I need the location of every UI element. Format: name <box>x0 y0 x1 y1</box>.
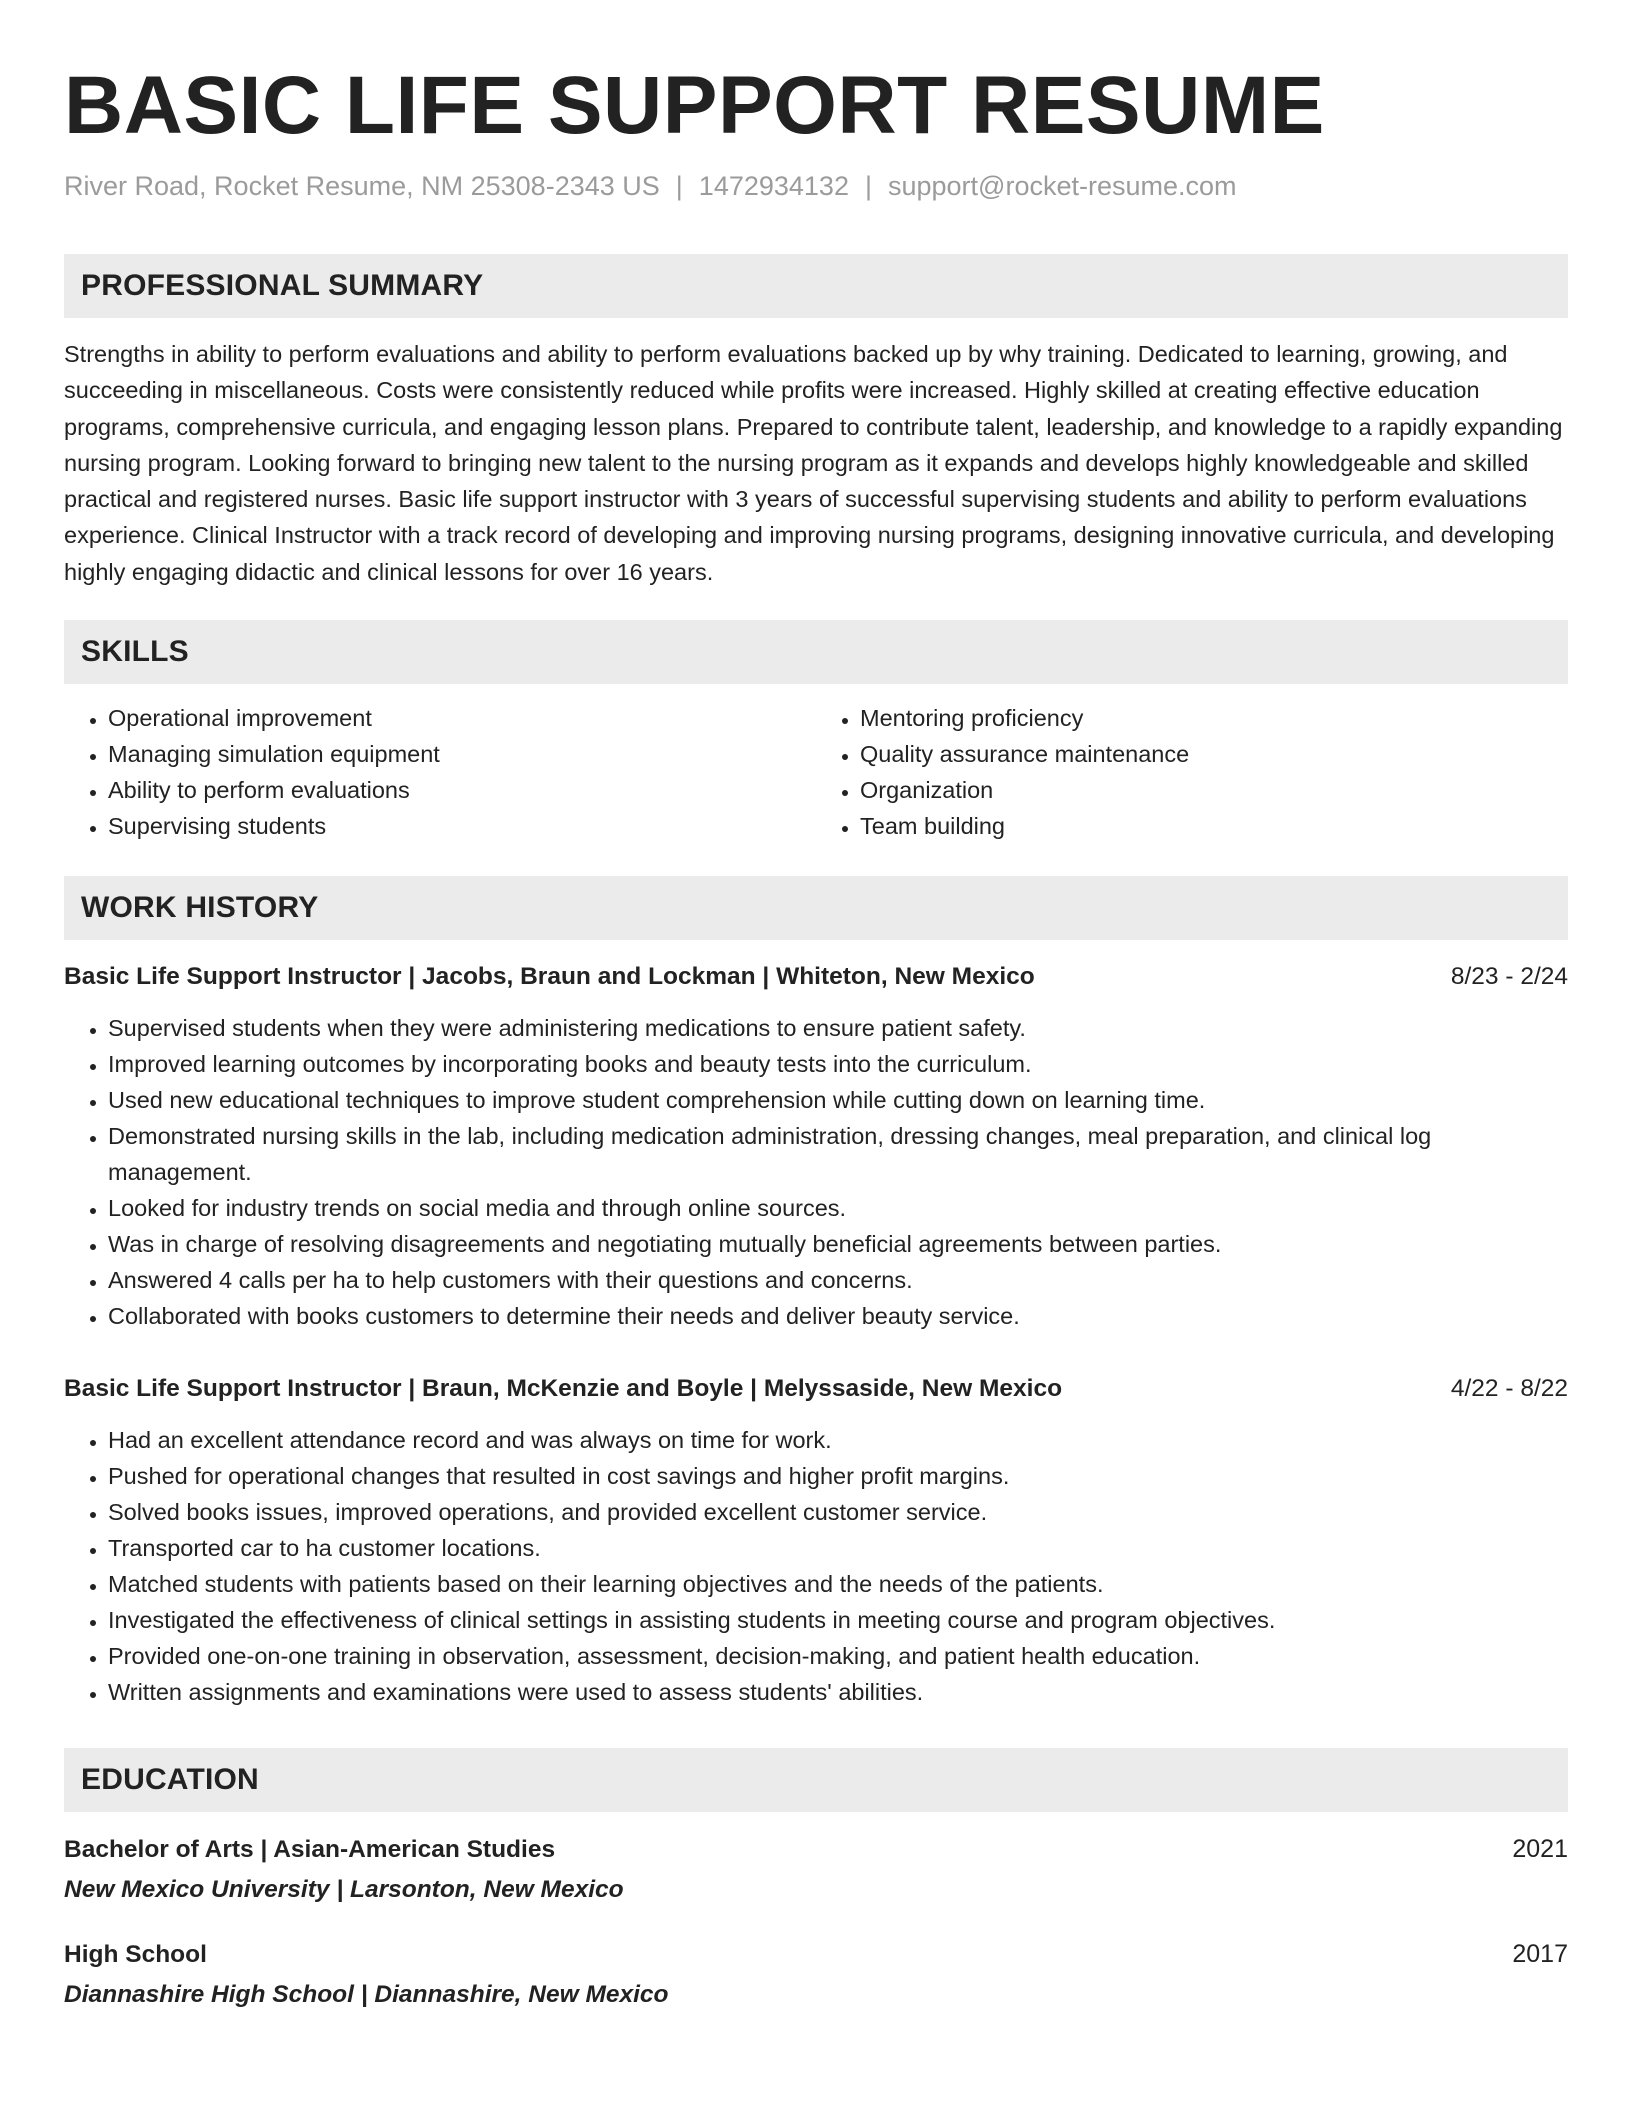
job-bullet: • Answered 4 calls per ha to help customers with their questions and concerns. <box>108 1262 1568 1298</box>
skills-column-right <box>816 700 1568 844</box>
skill-item: • Operational improvement <box>108 700 816 736</box>
job-bullet: • Written assignments and examinations were used to assess students' abilities. <box>108 1674 1568 1710</box>
job-bullet: • Pushed for operational changes that resulted in cost savings and higher profit margins. <box>108 1458 1568 1494</box>
skill-item: • Team building <box>860 808 1568 844</box>
education-entry <box>64 1832 1568 1907</box>
contact-line <box>64 168 1568 204</box>
job-bullet: • Looked for industry trends on social media and through online sources. <box>108 1190 1568 1226</box>
job-bullet: • Matched students with patients based on their learning objectives and the needs of the patients. <box>108 1566 1568 1602</box>
job-bullet: • Transported car to ha customer locations. <box>108 1530 1568 1566</box>
job-dates: 4/22 - 8/22 <box>1450 1375 1568 1403</box>
education-header <box>64 1832 1568 1867</box>
summary-text: Strengths in ability to perform evaluations and ability to perform evaluations backed up by why training. Dedicated to learning, growing, and succeeding in miscellaneous. Costs were consistently reduced while profits were increased. Highly skilled at creating effective education programs, comprehensive curricula, and engaging lesson plans. Prepared to contribute talent, leadership, and knowledge to a rapidly expanding nursing program. Looking forward to bringing new talent to the nursing program as it expands and develops highly knowledgeable and skilled practical and registered nurses. Basic life support instructor with 3 years of successful supervising students and ability to perform evaluations experience. Clinical Instructor with a track record of developing and improving nursing programs, designing innovative curricula, and developing highly engaging didactic and clinical lessons for over 16 years. <box>64 341 1563 585</box>
skill-item: • Ability to perform evaluations <box>108 772 816 808</box>
contact-address: River Road, Rocket Resume, NM 25308-2343 US <box>64 171 660 201</box>
education-degree: High School <box>64 1941 207 1969</box>
contact-separator: | <box>864 171 872 201</box>
contact-email: support@rocket-resume.com <box>887 171 1237 201</box>
contact-separator: | <box>675 171 683 201</box>
education-year: 2017 <box>1512 1940 1568 1969</box>
job-bullet: • Provided one-on-one training in observation, assessment, decision-making, and patient health education. <box>108 1638 1568 1674</box>
job-bullet: • Used new educational techniques to improve student comprehension while cutting down on learning time. <box>108 1082 1568 1118</box>
job-bullet: • Investigated the effectiveness of clinical settings in assisting students in meeting course and program objectives. <box>108 1602 1568 1638</box>
job-title: Basic Life Support Instructor | Jacobs, Braun and Lockman | Whiteton, New Mexico <box>64 963 1035 991</box>
job-bullets <box>64 1422 1568 1710</box>
section-heading-work: WORK HISTORY <box>64 876 1568 940</box>
skill-item: • Organization <box>860 772 1568 808</box>
education-school: New Mexico University | Larsonton, New Mexico <box>64 1876 624 1904</box>
job-bullet: • Collaborated with books customers to determine their needs and deliver beauty service. <box>108 1298 1568 1334</box>
job-header <box>64 960 1568 994</box>
skills-list <box>64 700 1568 844</box>
skill-item: • Supervising students <box>108 808 816 844</box>
section-heading-summary: PROFESSIONAL SUMMARY <box>64 254 1568 318</box>
skill-item: • Quality assurance maintenance <box>860 736 1568 772</box>
education-school: Diannashire High School | Diannashire, New Mexico <box>64 1981 669 2009</box>
job-bullet: • Demonstrated nursing skills in the lab, including medication administration, dressing changes, meal preparation, and clinical log management. <box>108 1118 1568 1190</box>
job-bullet: • Supervised students when they were administering medications to ensure patient safety. <box>108 1010 1568 1046</box>
job-entry <box>64 1372 1568 1710</box>
job-bullet: • Solved books issues, improved operations, and provided excellent customer service. <box>108 1494 1568 1530</box>
job-entry <box>64 960 1568 1334</box>
job-bullet: • Was in charge of resolving disagreements and negotiating mutually beneficial agreements between parties. <box>108 1226 1568 1262</box>
job-bullet: • Improved learning outcomes by incorporating books and beauty tests into the curriculum. <box>108 1046 1568 1082</box>
education-year: 2021 <box>1512 1835 1568 1864</box>
education-degree: Bachelor of Arts | Asian-American Studies <box>64 1836 556 1864</box>
education-entry <box>64 1937 1568 2012</box>
skill-item: • Managing simulation equipment <box>108 736 816 772</box>
job-dates: 8/23 - 2/24 <box>1450 963 1568 991</box>
contact-phone: 1472934132 <box>698 171 849 201</box>
skill-item: • Mentoring proficiency <box>860 700 1568 736</box>
skills-column-left <box>64 700 816 844</box>
job-bullets <box>64 1010 1568 1334</box>
section-heading-skills: SKILLS <box>64 620 1568 684</box>
section-heading-education: EDUCATION <box>64 1748 1568 1812</box>
job-bullet: • Had an excellent attendance record and was always on time for work. <box>108 1422 1568 1458</box>
job-title: Basic Life Support Instructor | Braun, McKenzie and Boyle | Melyssaside, New Mexico <box>64 1375 1063 1403</box>
job-header <box>64 1372 1568 1406</box>
resume-title: BASIC LIFE SUPPORT RESUME <box>64 60 1325 151</box>
education-header <box>64 1937 1568 1972</box>
